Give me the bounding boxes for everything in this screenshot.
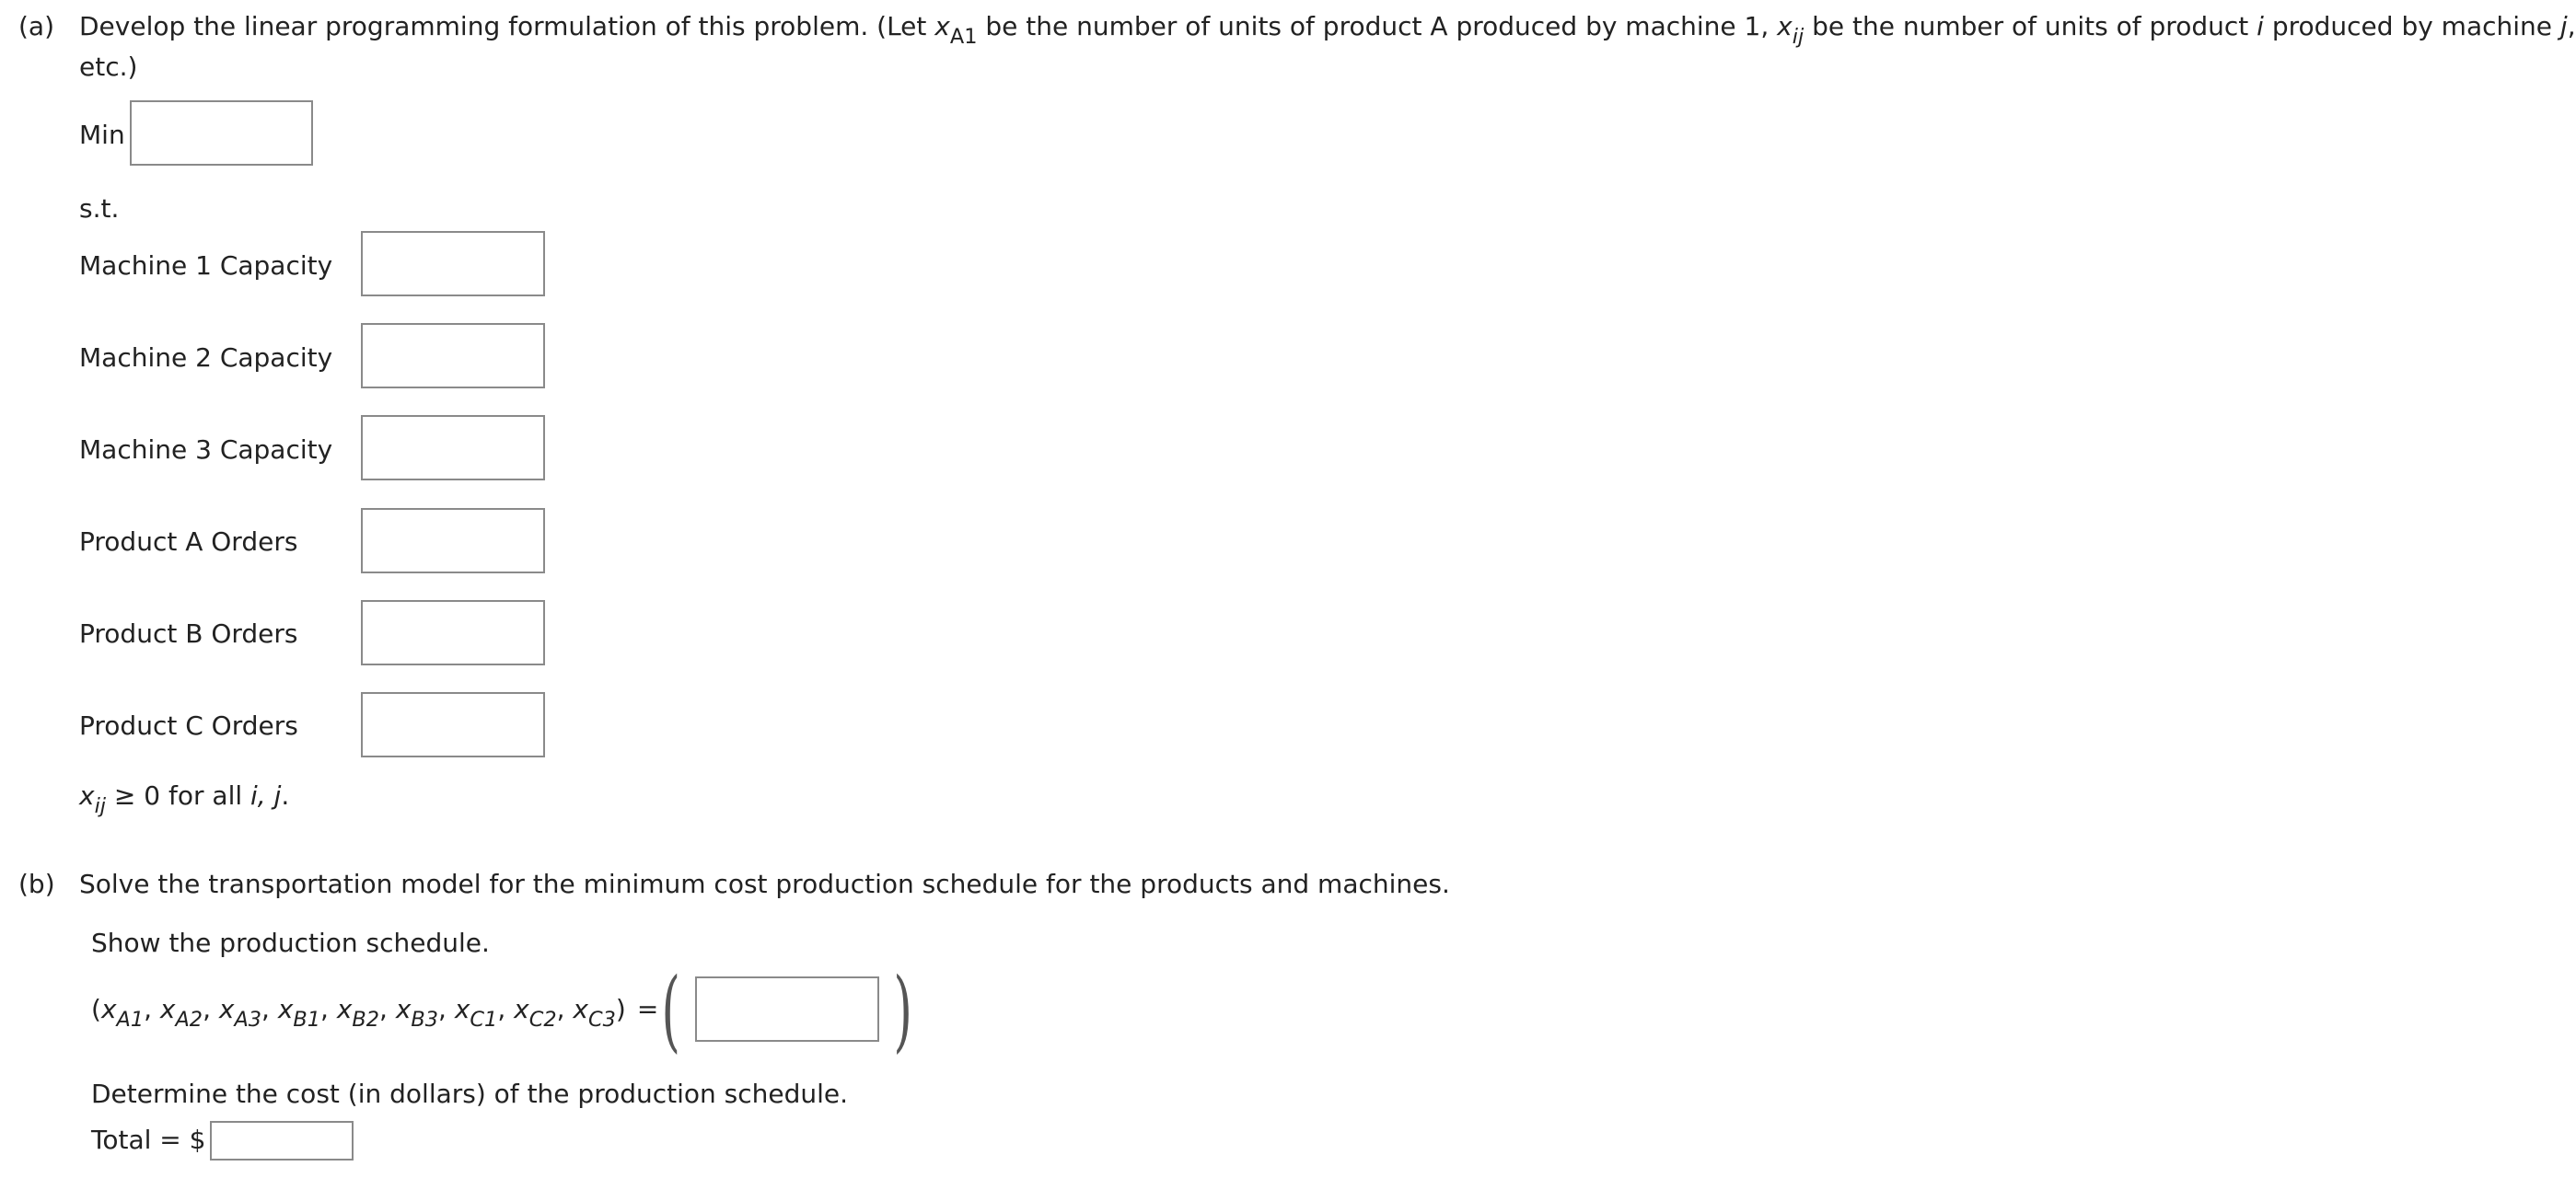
instruction-text-1: Develop the linear programming formulation of this problem. (Let bbox=[79, 11, 935, 41]
tuple-subscript-c2: C2 bbox=[528, 1007, 557, 1032]
open-paren: ( bbox=[661, 959, 681, 1062]
part-a-instruction bbox=[79, 11, 2576, 49]
constraint-label-product-b: Product B Orders bbox=[79, 618, 298, 649]
cost-prompt-text: Determine the cost (in dollars) of the production schedule. bbox=[91, 1079, 849, 1109]
tuple-comma: , bbox=[261, 994, 278, 1024]
tuple-subscript-a3: A3 bbox=[234, 1007, 262, 1032]
tuple-var-x: x bbox=[395, 994, 412, 1024]
subscript-ij-nonneg: ij bbox=[94, 793, 107, 818]
schedule-input[interactable] bbox=[695, 976, 879, 1042]
constraint-label-product-a: Product A Orders bbox=[79, 526, 298, 557]
schedule-tuple bbox=[91, 994, 659, 1032]
constraint-input-machine-3[interactable] bbox=[361, 415, 545, 480]
tuple-var-x: x bbox=[218, 994, 235, 1024]
tuple-open-paren: ( bbox=[91, 994, 101, 1024]
constraint-input-product-c[interactable] bbox=[361, 692, 545, 757]
constraint-label-product-c: Product C Orders bbox=[79, 710, 298, 741]
constraint-label-machine-3: Machine 3 Capacity bbox=[79, 434, 333, 465]
tuple-equals: = bbox=[636, 994, 659, 1024]
tuple-subscript-b2: B2 bbox=[352, 1007, 380, 1032]
tuple-subscript-a1: A1 bbox=[116, 1007, 145, 1032]
var-j: j bbox=[2559, 11, 2568, 41]
tuple-subscript-c1: C1 bbox=[470, 1007, 498, 1032]
tuple-subscript-a2: A2 bbox=[175, 1007, 203, 1032]
var-x-ij: x bbox=[1777, 11, 1793, 41]
tuple-subscript-b1: B1 bbox=[293, 1007, 321, 1032]
part-a-instruction-line2: etc.) bbox=[79, 52, 138, 82]
total-label: Total = $ bbox=[91, 1125, 206, 1155]
total-cost-input[interactable] bbox=[210, 1121, 354, 1161]
tuple-comma: , bbox=[438, 994, 455, 1024]
constraint-input-machine-2[interactable] bbox=[361, 323, 545, 388]
show-schedule-text: Show the production schedule. bbox=[91, 928, 490, 958]
nonneg-text: ≥ 0 for all bbox=[106, 780, 251, 811]
constraint-input-product-b[interactable] bbox=[361, 600, 545, 665]
instruction-text-2: be the number of units of product A produced by machine 1, bbox=[977, 11, 1778, 41]
tuple-comma: , bbox=[320, 994, 337, 1024]
nonneg-end: . bbox=[281, 780, 290, 811]
var-x-nonneg: x bbox=[79, 780, 95, 811]
close-paren: ) bbox=[893, 959, 913, 1062]
tuple-var-x: x bbox=[573, 994, 588, 1024]
constraint-input-machine-1[interactable] bbox=[361, 231, 545, 296]
tuple-subscript-b3: B3 bbox=[411, 1007, 439, 1032]
subscript-a1: A1 bbox=[949, 24, 978, 49]
nonneg-ij: i, j bbox=[250, 780, 282, 811]
objective-input[interactable] bbox=[130, 100, 313, 166]
tuple-comma: , bbox=[556, 994, 574, 1024]
instruction-text-5: , bbox=[2567, 11, 2576, 41]
tuple-close-paren: ) bbox=[615, 994, 626, 1024]
tuple-comma: , bbox=[379, 994, 396, 1024]
tuple-var-x: x bbox=[277, 994, 294, 1024]
tuple-var-x: x bbox=[336, 994, 353, 1024]
min-label: Min bbox=[79, 120, 125, 150]
tuple-var-x: x bbox=[454, 994, 470, 1024]
tuple-var-x: x bbox=[514, 994, 529, 1024]
part-b-label: (b) bbox=[18, 869, 55, 899]
nonnegativity-constraint bbox=[79, 780, 290, 818]
var-x-a1: x bbox=[934, 11, 950, 41]
var-i: i bbox=[2257, 11, 2264, 41]
tuple-comma: , bbox=[144, 994, 160, 1024]
instruction-text-4: produced by machine bbox=[2263, 11, 2560, 41]
part-a-label: (a) bbox=[18, 11, 55, 41]
st-label: s.t. bbox=[79, 193, 120, 224]
constraint-label-machine-2: Machine 2 Capacity bbox=[79, 342, 333, 373]
subscript-ij: ij bbox=[1792, 24, 1804, 49]
part-b-instruction: Solve the transportation model for the minimum cost production schedule for the products and machines. bbox=[79, 869, 1450, 899]
instruction-text-3: be the number of units of product bbox=[1804, 11, 2257, 41]
tuple-comma: , bbox=[497, 994, 515, 1024]
tuple-var-x: x bbox=[100, 994, 117, 1024]
constraint-label-machine-1: Machine 1 Capacity bbox=[79, 250, 333, 281]
tuple-subscript-c3: C3 bbox=[587, 1007, 616, 1032]
tuple-comma: , bbox=[203, 994, 219, 1024]
constraint-input-product-a[interactable] bbox=[361, 508, 545, 573]
tuple-var-x: x bbox=[159, 994, 176, 1024]
